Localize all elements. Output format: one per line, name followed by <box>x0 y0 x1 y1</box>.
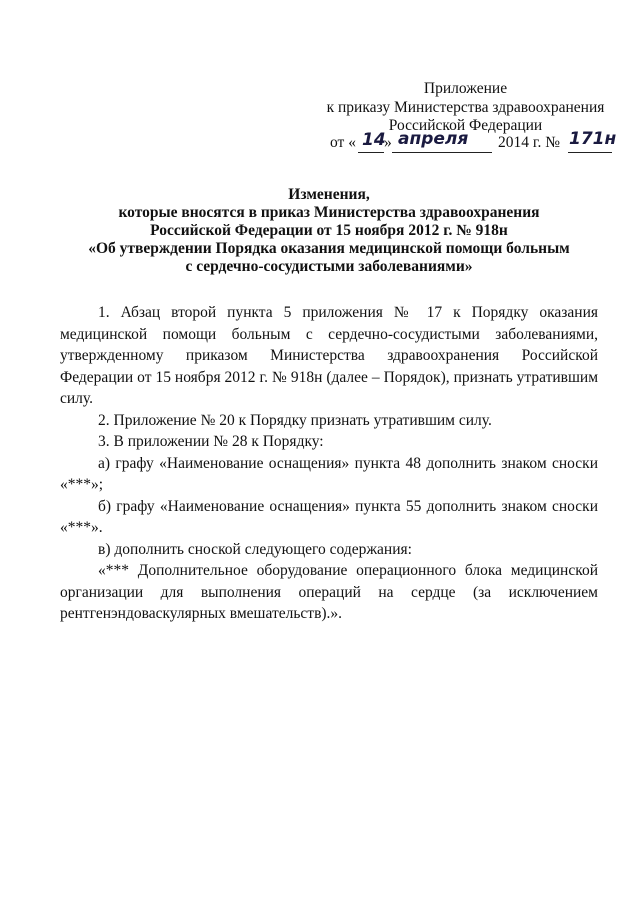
number-underline <box>568 152 612 153</box>
title-line-2: которые вносятся в приказ Министерства здравоохранения <box>118 204 540 221</box>
title-line-1: Изменения, <box>288 186 370 203</box>
appendix-order-ref: к приказу Министерства здравоохранения <box>326 98 605 116</box>
paragraph-7: «*** Дополнительное оборудование операционного блока медицинской организации для выполнения операций на сердце (за исключением рентгенэндоваскулярных вмешательств).». <box>60 562 598 622</box>
date-mid: » <box>384 134 392 151</box>
date-prefix: от « <box>330 134 356 151</box>
title-line-4: «Об утверждении Порядка оказания медицинской помощи больным <box>88 240 570 257</box>
document-title <box>60 186 598 276</box>
paragraph-4: а) графу «Наименование оснащения» пункта 48 дополнить знаком сноски «***»; <box>60 454 598 493</box>
document-body <box>60 302 598 625</box>
handwritten-month: апреля <box>398 129 469 149</box>
paragraph-3: 3. В приложении № 28 к Порядку: <box>98 433 324 450</box>
handwritten-number: 171н <box>569 129 617 149</box>
handwritten-day: 14 <box>362 130 386 150</box>
appendix-date-line <box>318 129 618 156</box>
appendix-label: Приложение <box>423 80 508 97</box>
date-year-text: 2014 г. № <box>498 134 561 151</box>
appendix-header <box>318 80 613 136</box>
title-line-5: с сердечно-сосудистыми заболеваниями» <box>185 258 473 275</box>
appendix-federation: Российской Федерации <box>388 117 543 134</box>
paragraph-1: 1. Абзац второй пункта 5 приложения № 17 к Порядку оказания медицинской помощи больным с сердечно-сосудистыми заболеваниями, утвержденному приказом Министерства здравоохранения Российской Федерации от 15 ноября 2012 г. № 918н (далее – Порядок), признать утратившим силу. <box>60 304 598 407</box>
day-underline <box>358 152 384 153</box>
month-underline <box>392 152 492 153</box>
paragraph-2: 2. Приложение № 20 к Порядку признать утратившим силу. <box>98 411 492 429</box>
paragraph-5: б) графу «Наименование оснащения» пункта 55 дополнить знаком сноски «***». <box>60 497 598 536</box>
paragraph-6: в) дополнить сноской следующего содержания: <box>98 540 412 558</box>
title-line-3: Российской Федерации от 15 ноября 2012 г. № 918н <box>150 222 508 239</box>
